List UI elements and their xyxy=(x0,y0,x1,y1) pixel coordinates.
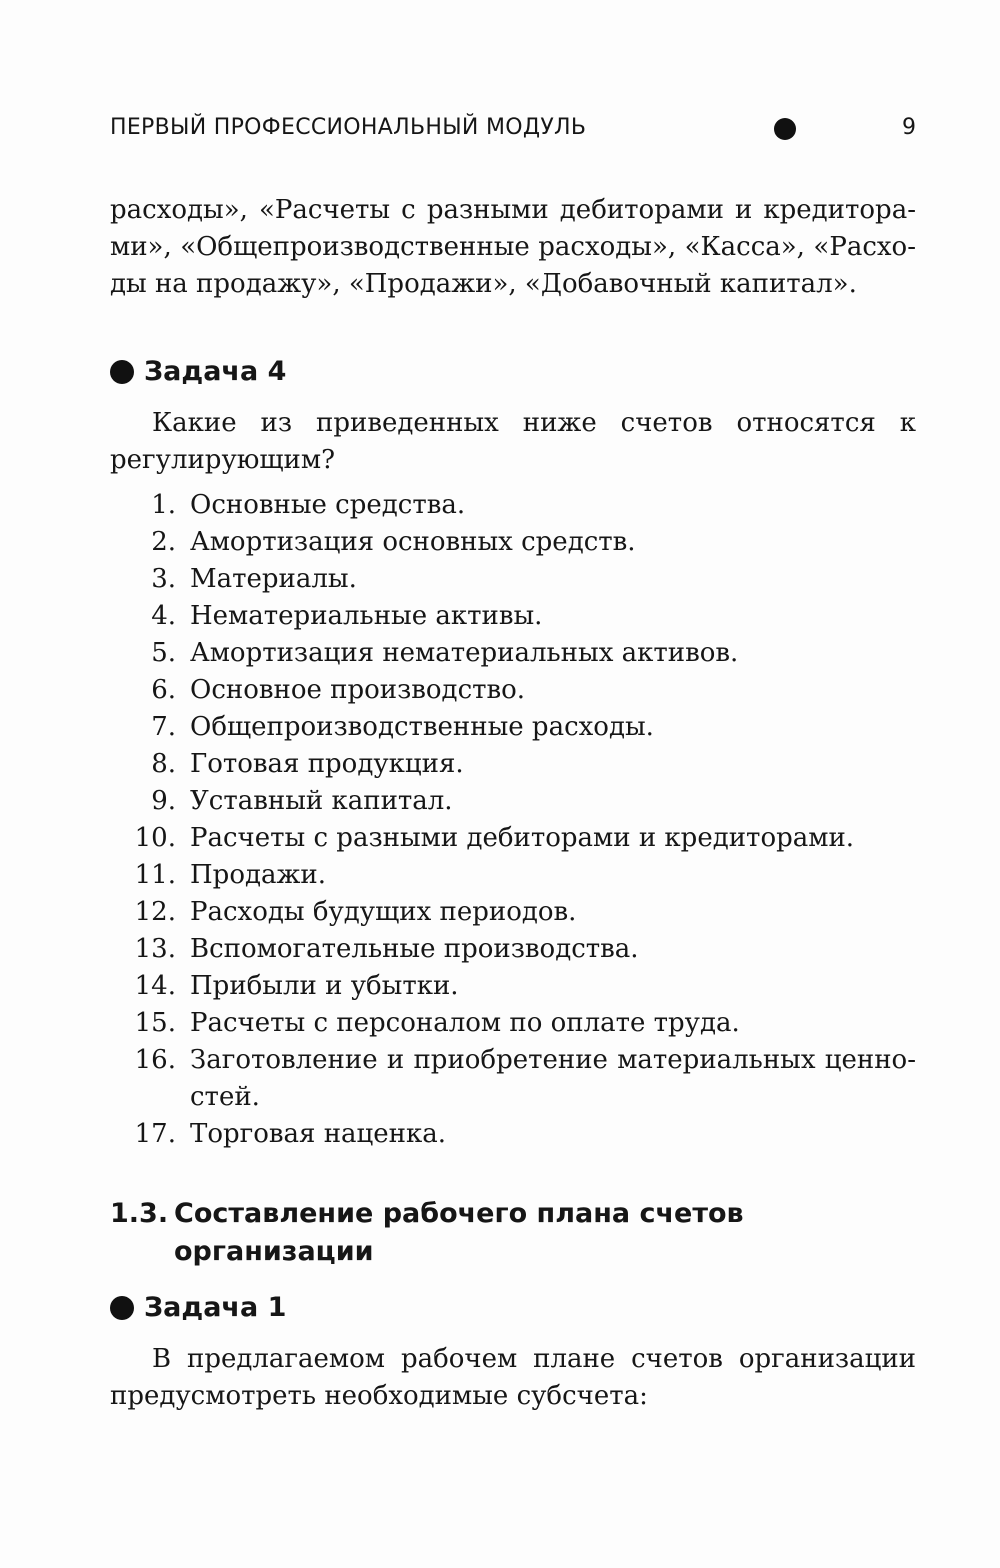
task-1-title: Задача 1 xyxy=(144,1292,287,1323)
list-item: 3. Материалы. xyxy=(151,564,357,594)
task-1-text: В предлагаемом рабочем плане счетов организации предусмотреть необходимые субсчета: xyxy=(110,1344,916,1411)
book-page xyxy=(110,112,916,1415)
list-item: 7. Общепроизводственные расходы. xyxy=(151,712,654,742)
list-item: 6. Основное производство. xyxy=(151,675,526,705)
task-4-question: Какие из приведенных ниже счетов относятся к регулирующим? xyxy=(110,408,916,475)
running-head-title: ПЕРВЫЙ ПРОФЕССИОНАЛЬНЫЙ МОДУЛЬ xyxy=(110,115,587,140)
list-item: 11. Продажи. xyxy=(134,860,326,890)
list-item: 10. Расчеты с разными дебиторами и кредиторами. xyxy=(134,823,855,853)
page-number: 9 xyxy=(902,115,916,140)
accounts-list xyxy=(110,487,916,1153)
list-item: 9. Уставный капитал. xyxy=(151,786,453,816)
list-item: 17. Торговая наценка. xyxy=(134,1119,447,1149)
section-title: Составление рабочего плана счетов организации xyxy=(174,1198,744,1267)
task-1-heading xyxy=(110,1289,916,1327)
list-item: 5. Амортизация нематериальных активов. xyxy=(151,638,739,668)
list-item: 8. Готовая продукция. xyxy=(151,749,464,779)
continued-paragraph: расходы», «Расчеты с разными дебиторами и кредиторами», «Общепроизводственные расходы», «Касса», «Расходы на продажу», «Продажи», «Добавочный капитал». xyxy=(110,195,916,299)
list-item: 13. Вспомогательные производства. xyxy=(134,934,639,964)
bullet-dot-icon xyxy=(774,118,796,140)
section-number: 1.3. xyxy=(110,1198,169,1229)
section-heading xyxy=(110,1195,916,1271)
task-4-title: Задача 4 xyxy=(144,356,287,387)
list-item: 15. Расчеты с персоналом по оплате труда. xyxy=(134,1008,740,1038)
task-4-heading xyxy=(110,353,916,391)
bullet-dot-icon xyxy=(110,360,134,384)
list-item: 1. Основные средства. xyxy=(151,490,466,520)
list-item: 12. Расходы будущих периодов. xyxy=(134,897,577,927)
bullet-dot-icon xyxy=(110,1296,134,1320)
list-item: 2. Амортизация основных средств. xyxy=(151,527,636,557)
list-item: 14. Прибыли и убытки. xyxy=(134,971,459,1001)
list-item: 16. Заготовление и приобретение материальных ценностей. xyxy=(134,1045,916,1112)
running-head xyxy=(110,112,916,144)
list-item: 4. Нематериальные активы. xyxy=(151,601,543,631)
